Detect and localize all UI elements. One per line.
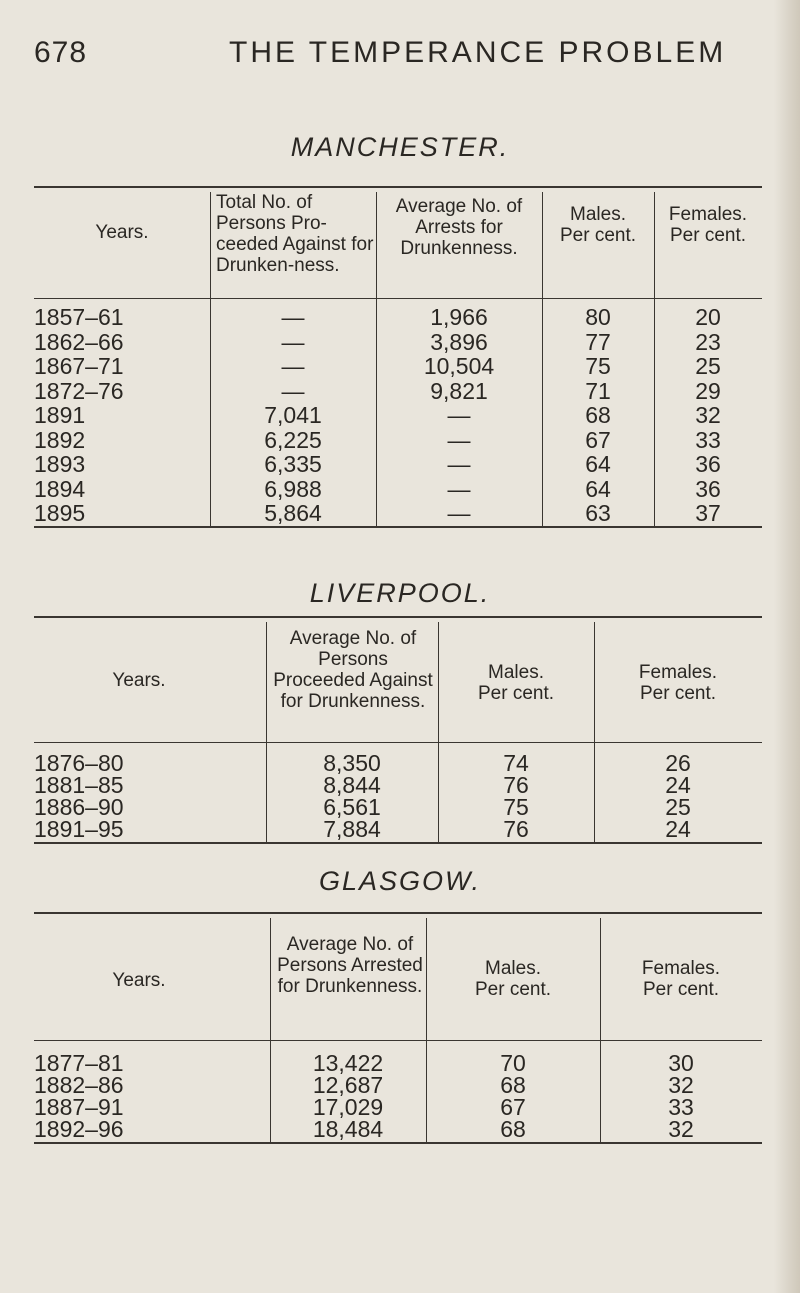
- table-rule: [34, 616, 762, 618]
- liverpool-heading: LIVERPOOL.: [309, 578, 491, 608]
- table-cell: —: [281, 304, 305, 330]
- table-cell: 13,422: [312, 1050, 384, 1076]
- table-cell: 29: [695, 377, 721, 404]
- column-header-years: Years.: [112, 670, 166, 691]
- table-cell: 67: [585, 426, 611, 453]
- table-cell: 6,225: [264, 426, 322, 453]
- table-cell: 12,687: [312, 1072, 384, 1098]
- table-cell: 23: [695, 328, 721, 355]
- column-header-females: Females. Per cent.: [668, 204, 748, 246]
- table-cell: 68: [585, 402, 611, 428]
- table-rule: [34, 742, 762, 743]
- table-cell: 32: [668, 1072, 694, 1098]
- row-year-cell: 1892: [34, 426, 86, 453]
- glasgow-heading: GLASGOW.: [318, 866, 482, 896]
- table-cell: 10,504: [423, 353, 495, 379]
- table-rule: [34, 1040, 762, 1041]
- table-cell: 36: [695, 451, 721, 477]
- column-header-average-arrests: Average No. of Arrests for Drunkenness.: [395, 196, 523, 259]
- glasgow-table: [34, 912, 762, 1152]
- page-number: 678: [34, 36, 88, 69]
- table-cell: 7,884: [323, 816, 381, 842]
- row-year-cell: 1891–95: [34, 816, 124, 842]
- column-header-females: Females. Per cent.: [638, 662, 718, 704]
- table-cell: 63: [585, 500, 611, 526]
- row-year-cell: 1893: [34, 451, 86, 477]
- table-rule: [34, 186, 762, 188]
- row-year-cell: 1894: [34, 475, 86, 502]
- table-cell: 37: [695, 500, 721, 526]
- row-year-cell: 1892–96: [34, 1116, 124, 1142]
- table-cell: 74: [503, 750, 529, 776]
- table-cell: 70: [500, 1050, 526, 1076]
- table-cell: 68: [500, 1116, 526, 1142]
- table-cell: 7,041: [264, 402, 322, 428]
- table-cell: 25: [695, 353, 721, 379]
- row-year-cell: 1891: [34, 402, 86, 428]
- table-cell: 20: [695, 304, 721, 330]
- table-cell: —: [281, 353, 305, 379]
- table-cell: 5,864: [264, 500, 322, 526]
- table-cell: 32: [695, 402, 721, 428]
- column-header-females: Females. Per cent.: [641, 958, 721, 1000]
- table-cell: 6,335: [264, 451, 322, 477]
- table-cell: 24: [665, 772, 691, 798]
- table-cell: 76: [503, 816, 529, 842]
- table-cell: 8,350: [323, 750, 381, 776]
- table-cell: —: [447, 402, 471, 428]
- row-year-cell: 1867–71: [34, 353, 124, 379]
- column-header-average-arrested: Average No. of Persons Arrested for Drunkenness.: [277, 934, 423, 997]
- row-year-cell: 1872–76: [34, 377, 124, 404]
- table-cell: —: [447, 475, 471, 502]
- column-header-males: Males. Per cent.: [474, 958, 552, 1000]
- table-cell: 30: [668, 1050, 694, 1076]
- column-header-males: Males. Per cent.: [559, 204, 637, 246]
- running-head: [34, 36, 754, 76]
- table-cell: 8,844: [323, 772, 381, 798]
- row-year-cell: 1882–86: [34, 1072, 124, 1098]
- table-cell: —: [281, 377, 305, 404]
- row-year-cell: 1887–91: [34, 1094, 124, 1120]
- row-year-cell: 1895: [34, 500, 86, 526]
- row-year-cell: 1876–80: [34, 750, 124, 776]
- table-cell: 36: [695, 475, 721, 502]
- row-year-cell: 1857–61: [34, 304, 124, 330]
- column-header-average-proceeded: Average No. of Persons Proceeded Against for Drunkenness.: [273, 628, 433, 712]
- table-cell: 71: [585, 377, 611, 404]
- table-rule: [34, 298, 762, 299]
- table-cell: 76: [503, 772, 529, 798]
- table-cell: 17,029: [312, 1094, 384, 1120]
- manchester-heading: MANCHESTER.: [290, 132, 510, 162]
- table-cell: 24: [665, 816, 691, 842]
- table-cell: 33: [668, 1094, 694, 1120]
- table-cell: 33: [695, 426, 721, 453]
- row-year-cell: 1862–66: [34, 328, 124, 355]
- table-cell: 3,896: [430, 328, 488, 355]
- table-cell: 64: [585, 475, 611, 502]
- table-cell: 77: [585, 328, 611, 355]
- column-header-years: Years.: [95, 222, 149, 243]
- table-cell: 9,821: [430, 377, 488, 404]
- book-title: THE TEMPERANCE PROBLEM: [229, 36, 727, 69]
- row-year-cell: 1886–90: [34, 794, 124, 820]
- table-cell: 64: [585, 451, 611, 477]
- table-cell: —: [447, 500, 471, 526]
- table-cell: 1,966: [430, 304, 488, 330]
- manchester-table: [34, 186, 762, 532]
- row-year-cell: 1881–85: [34, 772, 124, 798]
- table-cell: 32: [668, 1116, 694, 1142]
- table-cell: —: [447, 451, 471, 477]
- table-cell: 18,484: [312, 1116, 384, 1142]
- table-cell: 68: [500, 1072, 526, 1098]
- column-header-males: Males. Per cent.: [477, 662, 555, 704]
- column-header-total-proceeded: Total No. of Persons Pro-ceeded Against for Drunken-ness.: [216, 192, 374, 276]
- table-cell: 6,988: [264, 475, 322, 502]
- table-cell: 80: [585, 304, 611, 330]
- table-cell: —: [281, 328, 305, 355]
- table-cell: 26: [665, 750, 691, 776]
- table-cell: 67: [500, 1094, 526, 1120]
- page-edge: [774, 0, 800, 1293]
- table-cell: 6,561: [323, 794, 381, 820]
- liverpool-table: [34, 616, 762, 850]
- table-cell: —: [447, 426, 471, 453]
- table-cell: 25: [665, 794, 691, 820]
- column-header-years: Years.: [112, 970, 166, 991]
- table-rule: [34, 912, 762, 914]
- table-cell: 75: [585, 353, 611, 379]
- row-year-cell: 1877–81: [34, 1050, 124, 1076]
- table-cell: 75: [503, 794, 529, 820]
